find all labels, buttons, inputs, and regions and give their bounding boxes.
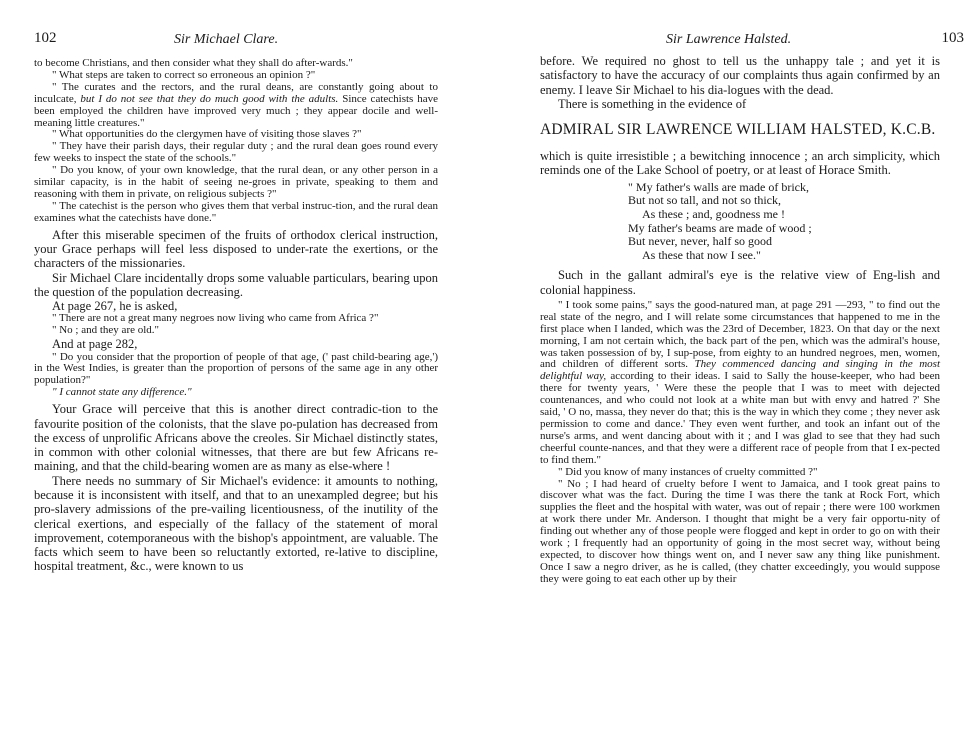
poem-quote [628, 181, 940, 263]
poem-line: " My father's walls are made of brick, [628, 179, 809, 194]
paragraph: Sir Michael Clare incidentally drops some valuable particulars, bearing upon the question of the population decreasing. [34, 270, 438, 299]
poem-line: As these that now I see." [642, 247, 761, 262]
paragraph: " They have their parish days, their regular duty ; and the rural dean goes round every few weeks to inspect the state of the schools." [34, 140, 438, 165]
paragraph: There needs no summary of Sir Michael's evidence: it amounts to nothing, because it is inconsistent with itself, and that to an unexampled degree; but his pro-slavery admissions of the pre-vailing licentiousness, of the inutility of the clerical exertions, and especially of the fallacy of the statement of moral improvement, cotemporaneous with the bishop's appointment, are valuable. The facts which seem to have been so reluctantly extorted, re-lative to discipline, hospital treatment, &c., were known to us [34, 473, 438, 574]
paragraph: " No ; and they are old." [52, 324, 160, 337]
paragraph: to become Christians, and then consider what they shall do after-wards." [34, 57, 353, 69]
paragraph: which is quite irresistible ; a bewitching innocence ; an arch simplicity, which reminds one of the Lake School of poetry, or at least of Horace Smith. [540, 149, 940, 178]
right-page-number: 103 [941, 30, 964, 46]
paragraph: " The curates and the rectors, and the rural deans, are constantly going about to inculcate, but I do not see that they do much good with the adults. Since catechists have been employed the children have improved very much ; they appear docile and well-meaning little creatures." [34, 80, 438, 129]
paragraph: At page 267, he is asked, [52, 299, 178, 314]
paragraph: Your Grace will perceive that this is another direct contradic-tion to the favourite position of the colonists, that the slave po-pulation has decreased from the excess of unprolific Africans above the creoles. Sir Michael distinctly states, in common with other colonial witnesses, that there are but few Africans re-maining, and that the child-bearing women are as many as else-where ! [34, 402, 438, 474]
paragraph: " What opportunities do the clergymen have of visiting those slaves ?" [52, 128, 362, 141]
paragraph: " Did you know of many instances of cruelty committed ?" [558, 465, 818, 478]
poem-line: But not so tall, and not so thick, [628, 193, 781, 208]
paragraph: " What steps are taken to correct so erroneous an opinion ?" [52, 68, 316, 81]
right-page-header [538, 30, 964, 52]
paragraph: And at page 282, [52, 337, 138, 352]
paragraph: There is something in the evidence of [558, 96, 747, 111]
right-page-body [540, 54, 940, 586]
poem-line: But never, never, half so good [628, 234, 772, 249]
paragraph: " I cannot state any difference." [52, 386, 192, 399]
paragraph: " Do you know, of your own knowledge, that the rural dean, or any other person in a similar capacity, is in the habit of seeing ne-groes in private, speaking to them and reasoning with them in private, on religious subjects ?" [34, 164, 438, 200]
paragraph: After this miserable specimen of the fruits of orthodox clerical instruction, your Grace perhaps will feel less disposed to under-rate the exertions, or the characters of the missionaries. [34, 227, 438, 271]
left-page-header [34, 30, 444, 52]
right-page [490, 0, 980, 730]
paragraph: " No ; I had heard of cruelty before I went to Jamaica, and I took great pains to discover what was the fact. During the time I was there the tank at Rock Fort, which supplies the fleet and the hospital with water, was out of repair ; there were 100 workmen at work there under Mr. Anderson. I thought that might be a very fair opportu-nity of finding out whether any of those people were flogged and kept in order to go on with their work ; I frequently had an opportunity of going in the most secret way, without being expected, to discover how things went on, and I never saw any thing like punishment. Once I saw a negro driver, as he is called, (they chatter exceedingly, you would suppose they were going to eat each other up by their [540, 477, 940, 585]
left-page-body [34, 58, 438, 574]
paragraph: before. We required no ghost to tell us the unhappy tale ; and yet it is satisfactory to have the accuracy of our complaints thus again confirmed by an enemy. I leave Sir Michael to his dia-logues with the dead. [540, 54, 940, 97]
right-running-head: Sir Lawrence Halsted. [666, 32, 792, 47]
left-page-number: 102 [34, 30, 57, 46]
paragraph: " Do you consider that the proportion of people of that age, (' past child-bearing age,') in the West Indies, is greater than the proportion of persons of the same age in any other population?" [34, 350, 438, 387]
left-running-head: Sir Michael Clare. [174, 32, 279, 47]
poem-line: As these ; and, goodness me ! [642, 206, 785, 221]
left-page [0, 0, 480, 730]
paragraph: " The catechist is the person who gives them that verbal instruc-tion, and the rural dean examines what the catechists have done." [34, 199, 438, 224]
section-heading: ADMIRAL SIR LAWRENCE WILLIAM HALSTED, K.C.B. [540, 121, 936, 139]
paragraph: " There are not a great many negroes now living who came from Africa ?" [52, 312, 379, 325]
paragraph: " I took some pains," says the good-natured man, at page 291 —293, " to find out the real state of the negro, and I will relate some circumstances that happened to me in the first place when I landed, which was the 23rd of December, 1823. On that day or the next morning, I am not certain which, the back part of the pen, which was the admiral's house, was taken possession of by, I sup-pose, from eighty to an hundred negroes, men, women, and children of different sorts. They commenced dancing and singing in the most delightful way, according to their ideas. I said to Sally the house-keeper, who had been there for twenty years, ' Were these the people that I was to meet with dejected countenances, and who could not look at a white man but with envy and hatred ?' She said, ' O no, massa, they never do that; this is the way in which they come ; they never ask permission to come and dance.' They even went further, and took an infant out of the nurse's arms, and went dancing about with it ; and I was glad to see that they had such cheerful counte-nances, and that they were a different race of people from that I ex-pected to find them." [540, 298, 941, 466]
poem-line: My father's beams are made of wood ; [628, 220, 812, 235]
paragraph: Such in the gallant admiral's eye is the relative view of Eng-lish and colonial happiness. [540, 268, 940, 297]
